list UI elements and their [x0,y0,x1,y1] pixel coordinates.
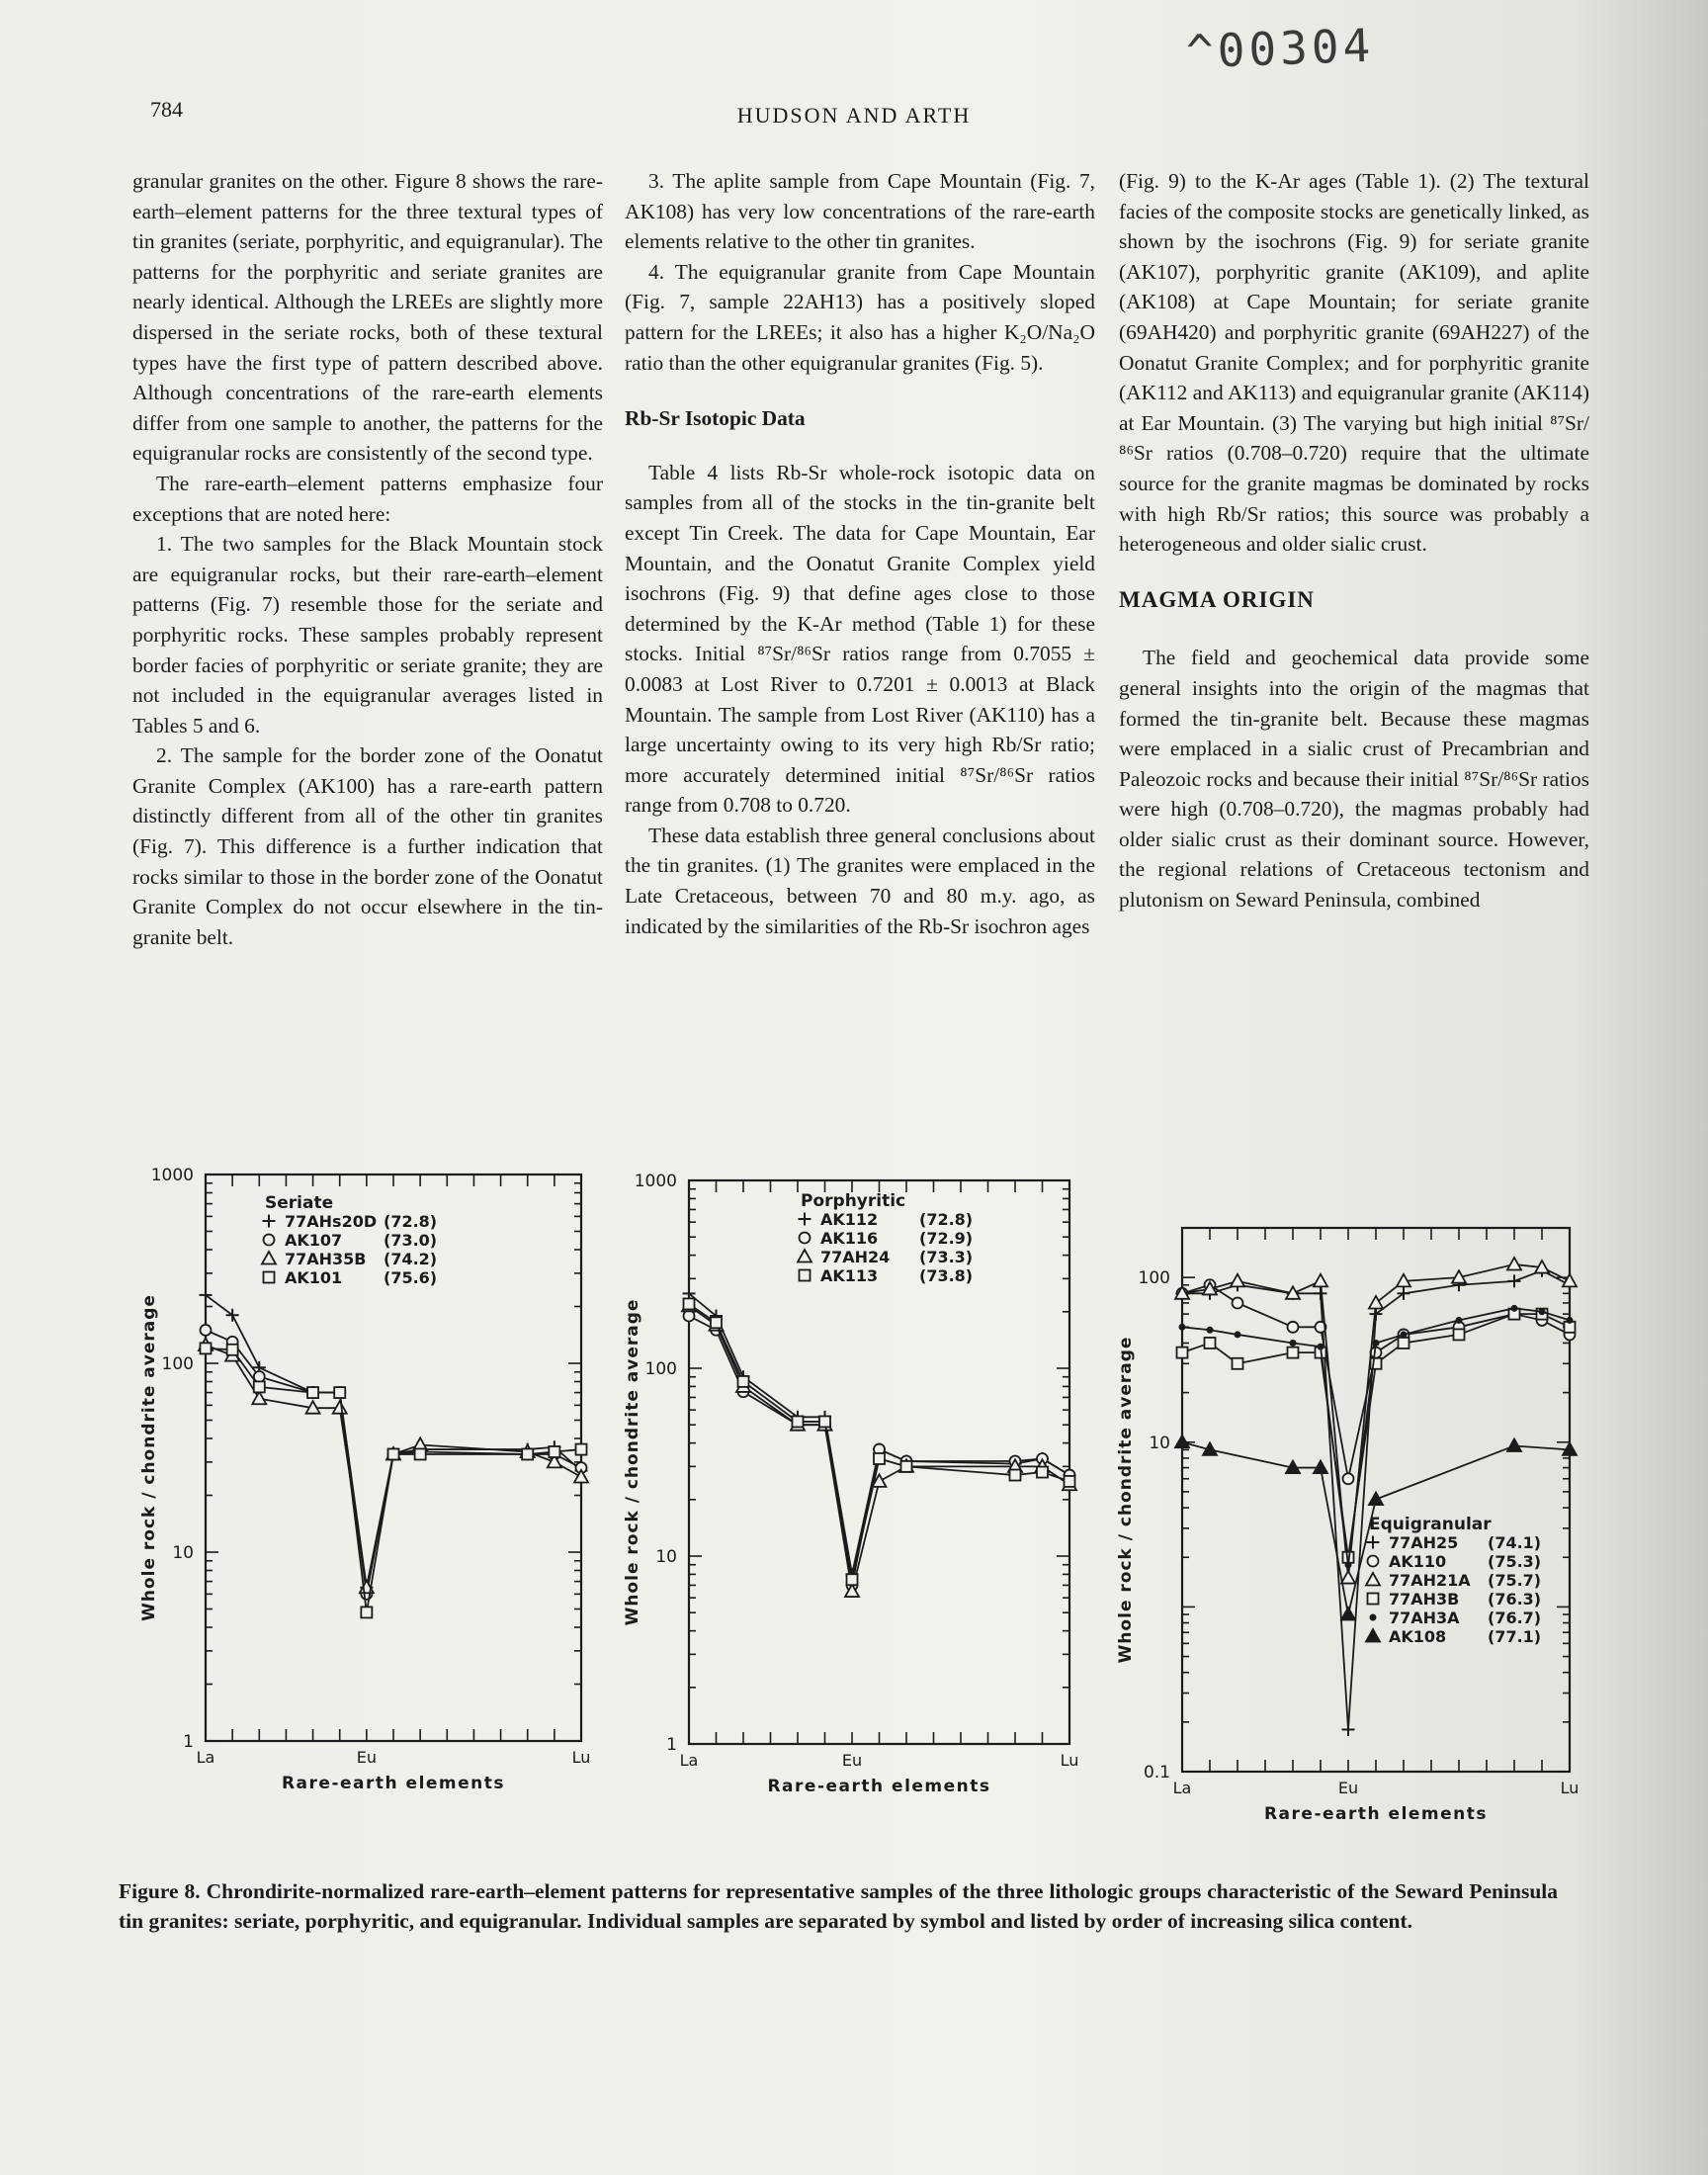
data-point-circle [1368,1556,1379,1567]
chart-svg [615,1165,1089,1807]
data-point-dot [1456,1317,1463,1324]
legend-entry-name: 77AH35B [285,1250,367,1268]
data-point-square [549,1446,559,1457]
y-axis-title: Whole rock / chondrite average [623,1298,642,1626]
data-point-triangle [1314,1274,1327,1287]
y-tick-label: 1 [666,1735,677,1755]
paragraph: (Fig. 9) to the K-Ar ages (Table 1). (2) The textural facies of the composite stocks are genetically linked, as shown by the isochrons (Fig. 9) for seriate granite (AK107), porphyritic granite (AK109), and aplite (AK108) at Cape Mountain; for seriate granite (69AH420) and porphyritic granite (69AH227) of the Oonatut Granite Complex; and for porphyritic granite (AK112 and AK113) and equigranular granite (AK114) at Ear Mountain. (3) The varying but high initial ⁸⁷Sr/⁸⁶Sr ratios (0.708–0.720) require that the ultimate source for the granite magmas be dominated by rocks with high Rb/Sr ratios; this source was probably a heterogeneous and older sialic crust. [1119,169,1589,557]
legend-entry-silica: (76.7) [1488,1609,1542,1627]
y-tick-label: 1000 [150,1166,194,1185]
data-point-square [361,1607,372,1617]
x-axis-title: Rare-earth elements [281,1774,506,1793]
data-point-circle [264,1235,275,1246]
data-point-triangle [1366,1573,1380,1586]
data-point-square [793,1416,804,1427]
legend-entry-silica: (73.3) [919,1248,974,1266]
legend-entry-silica: (75.7) [1488,1571,1542,1590]
series-77AHs20D [200,1288,588,1594]
y-axis-title: Whole rock / chondrite average [139,1294,159,1621]
data-point-dot [1401,1331,1408,1338]
data-point-square [901,1461,912,1472]
x-tick-label: La [679,1751,699,1770]
y-tick-label: 100 [644,1359,677,1379]
data-point-square [800,1270,811,1281]
legend-entry-name: 77AH3B [1389,1590,1460,1609]
text-column-2 [625,166,1095,941]
series-AK113 [684,1298,1075,1585]
data-point-square [264,1272,275,1283]
data-point-dot [1539,1308,1546,1315]
data-point-dot [1511,1305,1518,1312]
data-point-dot [1370,1614,1377,1621]
data-point-dot [1290,1340,1297,1347]
data-point-square [1177,1348,1188,1358]
series-line [206,1295,581,1588]
data-point-square [711,1317,722,1328]
x-tick-label: La [196,1748,215,1767]
data-point-triangle [1341,1571,1355,1584]
x-tick-label: Eu [841,1751,863,1770]
data-point-circle [201,1325,212,1336]
y-tick-label: 1 [183,1732,194,1752]
x-tick-label: Lu [1060,1751,1079,1770]
x-tick-label: Lu [571,1748,591,1767]
data-point-triangle [1507,1438,1521,1451]
data-point-triangle [574,1470,588,1483]
data-point-square [1399,1338,1409,1348]
data-point-square [307,1387,318,1398]
paragraph: granular granites on the other. Figure 8 shows the rare-earth–element patterns for the three textural types of tin granites (seriate, porphyritic, and equigranular). The patterns for the porphyritic and seriate granites are nearly identical. Although the LREEs are slightly more dispersed in the seriate rocks, both of these textural types have the first type of pattern described above. Although concentrations of the rare-earth elements differ from one sample to another, the patterns for the equigranular rocks are consistently of the second type. [132,169,603,466]
data-point-square [201,1343,212,1353]
page-number: 784 [150,97,183,122]
y-tick-label: 100 [161,1354,194,1374]
x-axis-title: Rare-earth elements [767,1777,991,1796]
legend-entry-name: 77AHs20D [285,1212,378,1231]
data-point-square [1233,1358,1243,1369]
legend-entry-name: AK112 [820,1210,879,1229]
series-AK101 [201,1343,587,1617]
series-line [689,1293,1069,1574]
legend-entry-silica: (72.8) [919,1210,974,1229]
data-point-square [819,1416,830,1427]
data-point-triangle [1563,1274,1577,1287]
data-point-dot [1179,1324,1186,1331]
legend-entry-name: AK108 [1389,1627,1447,1646]
series-AK116 [684,1311,1075,1591]
data-point-square [1454,1329,1465,1340]
legend-title: Equigranular [1369,1515,1492,1534]
data-point-square [1205,1338,1216,1348]
data-point-dot [1373,1340,1380,1347]
legend-entry-silica: (72.8) [384,1212,438,1231]
data-point-circle [1233,1297,1243,1308]
data-point-circle [1343,1473,1354,1484]
paragraph: 4. The equigranular granite from Cape Mountain (Fig. 7, sample 22AH13) has a positively sloped pattern for the LREEs; it also has a higher K₂O/Na₂O ratio than the other equigranular granites (Fig. 5). [625,259,1095,375]
paragraph: 2. The sample for the border zone of the Oonatut Granite Complex (AK100) has a rare-earth pattern distinctly different from all of the other tin granites (Fig. 7). This difference is a further indication that rocks similar to those in the border zone of the Oonatut Granite Complex do not occur elsewhere in the tin-granite belt. [132,743,603,949]
legend-entry-name: AK110 [1389,1552,1447,1571]
data-point-square [847,1574,858,1585]
x-tick-label: La [1172,1779,1192,1797]
data-point-dot [1318,1344,1324,1350]
series-line [689,1304,1069,1580]
legend-entry-name: 77AH24 [820,1248,891,1266]
data-point-square [1288,1348,1299,1358]
data-point-square [738,1376,749,1387]
y-tick-label: 100 [1138,1268,1170,1289]
paragraph: 3. The aplite sample from Cape Mountain (Fig. 7, AK108) has very low concentrations of the rare-earth elements relative to the other tin granites. [625,169,1095,254]
data-point-square [874,1453,885,1464]
data-point-circle [800,1233,811,1244]
data-point-square [1037,1467,1048,1478]
data-point-square [334,1387,345,1398]
ree-chart-equigranular [1097,1176,1591,1869]
text-column-1 [132,166,603,952]
x-tick-label: Eu [356,1748,377,1767]
data-point-dot [1345,1561,1352,1568]
legend-entry-silica: (73.0) [384,1231,438,1250]
data-point-dot [1567,1317,1574,1324]
data-point-square [684,1298,695,1309]
ree-chart-porphyritic [615,1165,1089,1807]
paragraph: These data establish three general conclusions about the tin granites. (1) The granites were emplaced in the Late Cretaceous, between 70 and 80 m.y. ago, as indicated by the similarities of the Rb-Sr isochron ages [625,823,1095,938]
legend-entry-name: AK101 [285,1268,343,1287]
legend-title: Porphyritic [801,1191,906,1211]
data-point-triangle [798,1250,811,1262]
chart-legend [262,1193,437,1287]
data-point-square [1010,1470,1021,1481]
legend-entry-name: AK116 [820,1229,879,1248]
data-point-triangle [1341,1608,1355,1620]
section-heading: Rb-Sr Isotopic Data [625,406,806,431]
y-tick-label: 0.1 [1143,1763,1170,1783]
y-tick-label: 10 [655,1547,677,1567]
y-axis-title: Whole rock / chondrite average [1116,1336,1136,1664]
data-point-square [227,1345,238,1355]
data-point-square [254,1381,265,1392]
ree-chart-seriate [127,1157,591,1799]
legend-entry-name: AK107 [285,1231,343,1250]
paragraph: The rare-earth–element patterns emphasize four exceptions that are noted here: [132,471,603,526]
chart-legend [1366,1515,1541,1646]
data-point-triangle [1231,1274,1244,1287]
legend-entry-silica: (72.9) [919,1229,974,1248]
data-point-square [1368,1594,1379,1605]
data-point-triangle [1507,1258,1521,1270]
figure-caption: Figure 8. Chrondirite-normalized rare-earth–element patterns for representative samples of the three lithologic groups characteristic of the Seward Peninsula tin granites: seriate, porphyritic, and equigranular. Individual samples are separated by symbol and listed by order of increasing silica content. [119,1879,1558,1933]
legend-entry-name: 77AH3A [1389,1609,1460,1627]
legend-entry-silica: (75.6) [384,1268,438,1287]
y-tick-label: 10 [172,1543,194,1563]
chart-svg [127,1157,591,1799]
y-tick-label: 1000 [634,1172,677,1191]
data-point-triangle [252,1392,266,1405]
paragraph: Table 4 lists Rb-Sr whole-rock isotopic data on samples from all of the stocks in the tin-granite belt except Tin Creek. The data for Cape Mountain, Ear Mountain, and the Oonatut Granite Complex yield isochrons (Fig. 9) that define ages close to those determined by the K-Ar method (Table 1) for these stocks. Initial ⁸⁷Sr/⁸⁶Sr ratios range from 0.7055 ± 0.0083 at Lost River to 0.7201 ± 0.0013 at Black Mountain. The sample from Lost River (AK110) has a large uncertainty owing to its very high Rb/Sr ratio; more accurately determined initial ⁸⁷Sr/⁸⁶Sr ratios range from 0.708 to 0.720. [625,460,1095,818]
chart-legend [798,1191,973,1285]
x-axis-title: Rare-earth elements [1263,1804,1489,1824]
data-point-triangle [262,1252,276,1264]
chart-svg [1097,1176,1591,1869]
running-head: HUDSON AND ARTH [736,103,972,128]
legend-entry-silica: (73.8) [919,1266,974,1285]
data-point-dot [1207,1327,1214,1334]
data-point-square [388,1448,399,1459]
data-point-square [415,1448,426,1459]
y-tick-label: 10 [1149,1433,1170,1453]
series-AK112 [683,1287,1076,1581]
paragraph: The field and geochemical data provide some general insights into the origin of the magmas that formed the tin-granite belt. Because these magmas were emplaced in a sialic crust of Precambrian and Paleozoic rocks and because their initial ⁸⁷Sr/⁸⁶Sr ratios were high (0.708–0.720), the magmas probably had older sialic crust as their dominant source. However, the regional relations of Cretaceous tectonism and plutonism on Seward Peninsula, combined [1119,646,1589,913]
data-point-square [1065,1476,1075,1487]
legend-entry-silica: (74.2) [384,1250,438,1268]
data-point-triangle [1369,1296,1383,1309]
legend-entry-name: 77AH25 [1389,1533,1459,1552]
paragraph: 1. The two samples for the Black Mountain stock are equigranular rocks, but their rare-earth–element patterns (Fig. 7) resemble those for the seriate and porphyritic rocks. These samples probably represent border facies of porphyritic or seriate granite; they are not included in the equigranular averages listed in Tables 5 and 6. [132,532,603,738]
data-point-triangle [1369,1493,1383,1506]
legend-entry-name: 77AH21A [1389,1571,1471,1590]
text-column-3 [1119,166,1589,915]
data-point-square [522,1448,533,1459]
x-tick-label: Lu [1560,1779,1580,1797]
x-tick-label: Eu [1337,1779,1359,1797]
data-point-dot [1235,1331,1241,1338]
section-heading: MAGMA ORIGIN [1119,586,1315,612]
legend-entry-silica: (75.3) [1488,1552,1542,1571]
archive-stamp: ^00304 [1185,18,1376,79]
data-point-circle [1288,1322,1299,1333]
legend-entry-silica: (77.1) [1488,1627,1542,1646]
data-point-square [576,1444,587,1455]
legend-entry-silica: (76.3) [1488,1590,1542,1609]
legend-title: Seriate [265,1193,334,1213]
legend-entry-silica: (74.1) [1488,1533,1542,1552]
data-point-triangle [1366,1629,1380,1642]
legend-entry-name: AK113 [820,1266,879,1285]
